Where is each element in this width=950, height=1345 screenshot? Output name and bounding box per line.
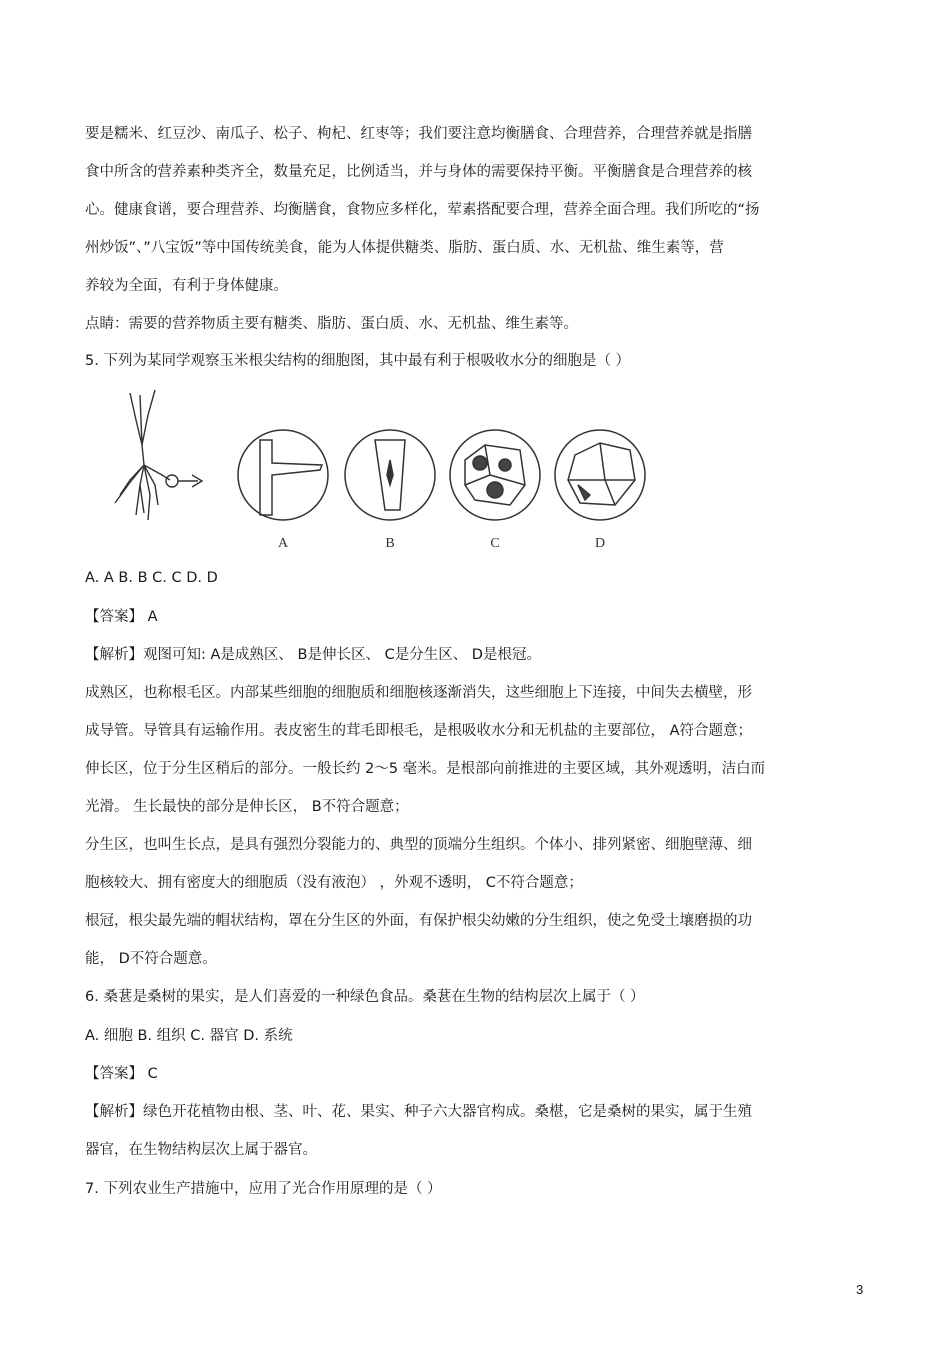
corn-seedling-drawing: [115, 390, 202, 520]
figure-label-b: B: [385, 536, 395, 551]
cell-d-drawing: [555, 430, 645, 520]
text-line: 光滑。 生长最快的部分是伸长区， B不符合题意；: [85, 799, 409, 815]
answer-5: 【答案】 A: [85, 609, 158, 625]
text-line: 养较为全面，有利于身体健康。: [85, 278, 288, 294]
answer-6: 【答案】 C: [85, 1066, 158, 1082]
question-6: 6. 桑葚是桑树的果实，是人们喜爱的一种绿色食品。桑葚在生物的结构层次上属于（ ）: [85, 989, 645, 1005]
text-line: 州炒饭”、”八宝饭”等中国传统美食，能为人体提供糖类、脂肪、蛋白质、水、无机盐、维生素等，营: [85, 240, 724, 256]
text-line: 成导管。导管具有运输作用。表皮密生的茸毛即根毛，是根吸收水分和无机盐的主要部位， A符合题意；: [85, 723, 753, 739]
text-line: 食中所含的营养素种类齐全，数量充足，比例适当，并与身体的需要保持平衡。平衡膳食是合理营养的核: [85, 164, 752, 180]
figure-label-c: C: [490, 536, 500, 551]
question-7: 7. 下列农业生产措施中，应用了光合作用原理的是（ ）: [85, 1181, 442, 1197]
text-line: 根冠，根尖最先端的帽状结构，罩在分生区的外面，有保护根尖幼嫩的分生组织，使之免受土壤磨损的功: [85, 913, 752, 929]
text-line: 分生区，也叫生长点，是具有强烈分裂能力的、典型的顶端分生组织。个体小、排列紧密、细胞壁薄、细: [85, 837, 752, 853]
text-line: 成熟区，也称根毛区。内部某些细胞的细胞质和细胞核逐渐消失，这些细胞上下连接，中间失去横壁，形: [85, 685, 752, 701]
text-line: 心。健康食谱，要合理营养、均衡膳食，食物应多样化，荤素搭配要合理，营养全面合理。我们所吃的“扬: [85, 202, 760, 218]
question-6-options: A. 细胞 B. 组织 C. 器官 D. 系统: [85, 1028, 293, 1044]
explanation-5: 【解析】观图可知: A是成熟区、 B是伸长区、 C是分生区、 D是根冠。: [85, 647, 541, 663]
cell-c-drawing: [450, 430, 540, 520]
root-tip-cell-figure: [100, 385, 660, 555]
figure-label-a: A: [277, 536, 289, 551]
question-5-options: A. A B. B C. C D. D: [85, 570, 218, 586]
text-line: 要是糯米、红豆沙、南瓜子、松子、枸杞、红枣等；我们要注意均衡膳食、合理营养，合理营养就是指膳: [85, 126, 752, 142]
figure-label-d: D: [594, 536, 606, 551]
cell-a-drawing: [238, 430, 328, 520]
text-line: 胞核较大、拥有密度大的细胞质（没有液泡） ，外观不透明， C不符合题意；: [85, 875, 583, 891]
text-line: 点睛：需要的营养物质主要有糖类、脂肪、蛋白质、水、无机盐、维生素等。: [85, 316, 578, 332]
page-number: 3: [856, 1282, 864, 1297]
text-line: 伸长区，位于分生区稍后的部分。一般长约 2～5 毫米。是根部向前推进的主要区域，其外观透明，洁白而: [85, 761, 766, 777]
question-5: 5. 下列为某同学观察玉米根尖结构的细胞图，其中最有利于根吸收水分的细胞是（ ）: [85, 353, 631, 369]
text-line: 器官，在生物结构层次上属于器官。: [85, 1142, 317, 1158]
cell-b-drawing: [345, 430, 435, 520]
explanation-6: 【解析】绿色开花植物由根、茎、叶、花、果实、种子六大器官构成。桑椹，它是桑树的果实，属于生殖: [85, 1104, 752, 1120]
text-line: 能， D不符合题意。: [85, 951, 217, 967]
